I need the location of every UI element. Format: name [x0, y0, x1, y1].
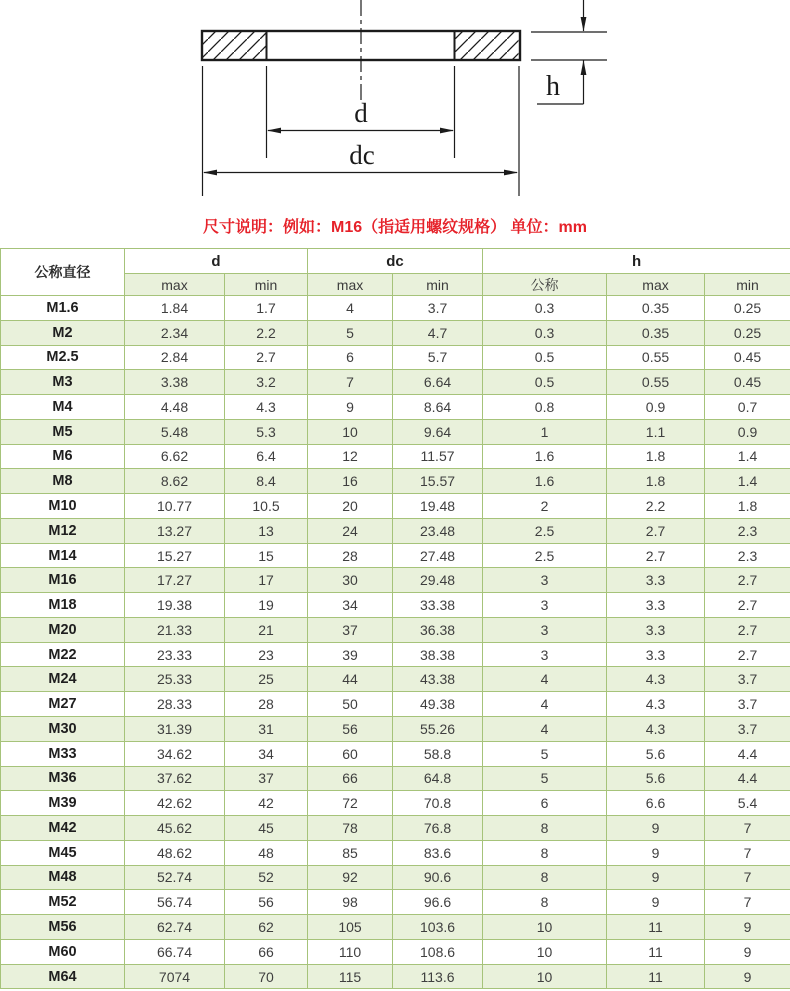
cell-value: 11: [607, 915, 705, 940]
cell-value: 2.7: [705, 568, 790, 593]
dimension-note: 尺寸说明：例如：M16（指适用螺纹规格） 单位：mm: [202, 219, 588, 236]
washer-right-hatch: [455, 32, 519, 59]
row-spec-label: M2: [1, 320, 125, 345]
cell-value: 6.62: [125, 444, 225, 469]
cell-value: 21.33: [125, 617, 225, 642]
cell-value: 2.7: [705, 617, 790, 642]
cell-value: 3: [483, 642, 607, 667]
cell-value: 0.25: [705, 296, 790, 321]
row-spec-label: M2.5: [1, 345, 125, 370]
cell-value: 0.8: [483, 395, 607, 420]
d-arrow-left: [267, 128, 281, 134]
cell-value: 3.3: [607, 617, 705, 642]
cell-value: 28.33: [125, 692, 225, 717]
cell-value: 2.7: [607, 543, 705, 568]
cell-value: 15.57: [393, 469, 483, 494]
table-row: [1, 791, 790, 816]
cell-value: 1.6: [483, 469, 607, 494]
cell-value: 4.4: [705, 766, 790, 791]
washer-section-svg: [0, 0, 790, 213]
cell-value: 3.7: [705, 692, 790, 717]
subheader-d-max: max: [125, 274, 225, 296]
row-spec-label: M30: [1, 717, 125, 742]
row-spec-label: M8: [1, 469, 125, 494]
cell-value: 13.27: [125, 518, 225, 543]
cell-value: 1.84: [125, 296, 225, 321]
cell-value: 2.7: [705, 642, 790, 667]
cell-value: 8: [483, 865, 607, 890]
table-row: [1, 816, 790, 841]
table-body: [1, 296, 790, 989]
cell-value: 4.7: [393, 320, 483, 345]
cell-value: 4: [483, 692, 607, 717]
cell-value: 78: [308, 816, 393, 841]
cell-value: 50: [308, 692, 393, 717]
cell-value: 8: [483, 890, 607, 915]
cell-value: 16: [308, 469, 393, 494]
table-row: [1, 345, 790, 370]
cell-value: 7: [705, 865, 790, 890]
cell-value: 10: [483, 939, 607, 964]
cell-value: 7074: [125, 964, 225, 989]
cell-value: 5.7: [393, 345, 483, 370]
subheader-h-min: min: [705, 274, 790, 296]
cell-value: 8: [483, 816, 607, 841]
row-spec-label: M52: [1, 890, 125, 915]
cell-value: 5.4: [705, 791, 790, 816]
cell-value: 52: [225, 865, 308, 890]
cell-value: 12: [308, 444, 393, 469]
cell-value: 17.27: [125, 568, 225, 593]
d-arrow-right: [440, 128, 454, 134]
cell-value: 0.5: [483, 345, 607, 370]
cell-value: 76.8: [393, 816, 483, 841]
h-label: h: [546, 71, 560, 102]
row-spec-label: M64: [1, 964, 125, 989]
table-row: [1, 865, 790, 890]
table-row: [1, 915, 790, 940]
cell-value: 2.7: [225, 345, 308, 370]
cell-value: 110: [308, 939, 393, 964]
cell-value: 0.55: [607, 345, 705, 370]
cell-value: 2.34: [125, 320, 225, 345]
table-row: [1, 766, 790, 791]
cell-value: 31: [225, 717, 308, 742]
cell-value: 0.55: [607, 370, 705, 395]
cell-value: 2.3: [705, 518, 790, 543]
cell-value: 36.38: [393, 617, 483, 642]
cell-value: 62.74: [125, 915, 225, 940]
dc-arrow-right: [504, 170, 518, 176]
cell-value: 9: [308, 395, 393, 420]
cell-value: 5.6: [607, 766, 705, 791]
cell-value: 39: [308, 642, 393, 667]
cell-value: 3: [483, 593, 607, 618]
cell-value: 45.62: [125, 816, 225, 841]
cell-value: 1.4: [705, 444, 790, 469]
cell-value: 0.35: [607, 296, 705, 321]
cell-value: 0.35: [607, 320, 705, 345]
cell-value: 37: [225, 766, 308, 791]
table-row: [1, 741, 790, 766]
row-spec-label: M6: [1, 444, 125, 469]
cell-value: 2.5: [483, 518, 607, 543]
cell-value: 13: [225, 518, 308, 543]
cell-value: 52.74: [125, 865, 225, 890]
cell-value: 20: [308, 494, 393, 519]
cell-value: 43.38: [393, 667, 483, 692]
table-row: [1, 642, 790, 667]
cell-value: 15: [225, 543, 308, 568]
cell-value: 2.5: [483, 543, 607, 568]
cell-value: 23.48: [393, 518, 483, 543]
cell-value: 7: [705, 816, 790, 841]
cell-value: 48: [225, 840, 308, 865]
cell-value: 17: [225, 568, 308, 593]
cell-value: 4.48: [125, 395, 225, 420]
cell-value: 21: [225, 617, 308, 642]
col-group-h: h: [483, 249, 790, 274]
washer-left-hatch: [203, 32, 266, 59]
cell-value: 0.3: [483, 296, 607, 321]
cell-value: 0.9: [607, 395, 705, 420]
cell-value: 45: [225, 816, 308, 841]
table-row: [1, 617, 790, 642]
cell-value: 19.38: [125, 593, 225, 618]
cell-value: 8.64: [393, 395, 483, 420]
subheader-d-min: min: [225, 274, 308, 296]
row-spec-label: M1.6: [1, 296, 125, 321]
cell-value: 34: [308, 593, 393, 618]
subheader-dc-min: min: [393, 274, 483, 296]
cell-value: 6: [483, 791, 607, 816]
cell-value: 2: [483, 494, 607, 519]
cell-value: 113.6: [393, 964, 483, 989]
table-row: [1, 593, 790, 618]
cell-value: 5.3: [225, 419, 308, 444]
cell-value: 96.6: [393, 890, 483, 915]
cell-value: 3.38: [125, 370, 225, 395]
cell-value: 49.38: [393, 692, 483, 717]
table-row: [1, 494, 790, 519]
cell-value: 98: [308, 890, 393, 915]
cell-value: 1: [483, 419, 607, 444]
cell-value: 6.4: [225, 444, 308, 469]
cell-value: 72: [308, 791, 393, 816]
cell-value: 9: [607, 816, 705, 841]
row-spec-label: M39: [1, 791, 125, 816]
row-spec-label: M10: [1, 494, 125, 519]
row-spec-label: M5: [1, 419, 125, 444]
cell-value: 3.3: [607, 642, 705, 667]
subheader-dc-max: max: [308, 274, 393, 296]
table-row: [1, 444, 790, 469]
cell-value: 23: [225, 642, 308, 667]
row-spec-label: M20: [1, 617, 125, 642]
row-spec-label: M56: [1, 915, 125, 940]
cell-value: 1.1: [607, 419, 705, 444]
cell-value: 11: [607, 939, 705, 964]
cell-value: 3.7: [705, 717, 790, 742]
cell-value: 8.4: [225, 469, 308, 494]
cell-value: 9: [705, 964, 790, 989]
table-row: [1, 296, 790, 321]
cell-value: 29.48: [393, 568, 483, 593]
cell-value: 70: [225, 964, 308, 989]
cell-value: 9: [705, 915, 790, 940]
cell-value: 9: [607, 865, 705, 890]
cell-value: 1.8: [607, 444, 705, 469]
cell-value: 0.9: [705, 419, 790, 444]
cell-value: 3.3: [607, 568, 705, 593]
cell-value: 0.25: [705, 320, 790, 345]
h-arrow-up: [581, 60, 587, 75]
cell-value: 8.62: [125, 469, 225, 494]
table-row: [1, 568, 790, 593]
cell-value: 25.33: [125, 667, 225, 692]
cell-value: 90.6: [393, 865, 483, 890]
cell-value: 0.45: [705, 345, 790, 370]
cell-value: 23.33: [125, 642, 225, 667]
washer-spec-table: [0, 248, 790, 989]
cell-value: 3.7: [393, 296, 483, 321]
cell-value: 4: [483, 667, 607, 692]
row-spec-label: M3: [1, 370, 125, 395]
cell-value: 3.2: [225, 370, 308, 395]
row-spec-label: M4: [1, 395, 125, 420]
cell-value: 34.62: [125, 741, 225, 766]
table-row: [1, 692, 790, 717]
col-group-d: d: [125, 249, 308, 274]
cell-value: 3: [483, 617, 607, 642]
row-spec-label: M60: [1, 939, 125, 964]
cell-value: 56: [225, 890, 308, 915]
cell-value: 15.27: [125, 543, 225, 568]
cell-value: 19: [225, 593, 308, 618]
cell-value: 58.8: [393, 741, 483, 766]
cell-value: 19.48: [393, 494, 483, 519]
cell-value: 44: [308, 667, 393, 692]
table-row: [1, 320, 790, 345]
cell-value: 103.6: [393, 915, 483, 940]
cell-value: 0.45: [705, 370, 790, 395]
cell-value: 10: [308, 419, 393, 444]
cell-value: 25: [225, 667, 308, 692]
cell-value: 2.84: [125, 345, 225, 370]
cell-value: 33.38: [393, 593, 483, 618]
table-row: [1, 717, 790, 742]
cell-value: 38.38: [393, 642, 483, 667]
cell-value: 4.3: [607, 717, 705, 742]
row-spec-label: M14: [1, 543, 125, 568]
cell-value: 37: [308, 617, 393, 642]
cell-value: 6.64: [393, 370, 483, 395]
table-row: [1, 370, 790, 395]
cell-value: 42.62: [125, 791, 225, 816]
cell-value: 5: [483, 766, 607, 791]
cell-value: 7: [705, 890, 790, 915]
cell-value: 0.3: [483, 320, 607, 345]
cell-value: 9.64: [393, 419, 483, 444]
cell-value: 4.3: [607, 692, 705, 717]
cell-value: 9: [705, 939, 790, 964]
table-row: [1, 667, 790, 692]
cell-value: 8: [483, 840, 607, 865]
cell-value: 0.5: [483, 370, 607, 395]
row-spec-label: M24: [1, 667, 125, 692]
d-label: d: [354, 98, 368, 128]
cell-value: 3.3: [607, 593, 705, 618]
washer-section-diagram: [0, 0, 790, 213]
cell-value: 28: [225, 692, 308, 717]
cell-value: 66: [308, 766, 393, 791]
cell-value: 70.8: [393, 791, 483, 816]
cell-value: 60: [308, 741, 393, 766]
cell-value: 48.62: [125, 840, 225, 865]
table-row: [1, 939, 790, 964]
cell-value: 66: [225, 939, 308, 964]
row-spec-label: M36: [1, 766, 125, 791]
cell-value: 115: [308, 964, 393, 989]
cell-value: 62: [225, 915, 308, 940]
dc-arrow-left: [203, 170, 217, 176]
row-spec-label: M42: [1, 816, 125, 841]
cell-value: 5: [308, 320, 393, 345]
table-row: [1, 890, 790, 915]
cell-value: 92: [308, 865, 393, 890]
cell-value: 1.8: [607, 469, 705, 494]
cell-value: 3: [483, 568, 607, 593]
table-row: [1, 543, 790, 568]
cell-value: 11: [607, 964, 705, 989]
row-spec-label: M33: [1, 741, 125, 766]
cell-value: 11.57: [393, 444, 483, 469]
cell-value: 2.2: [607, 494, 705, 519]
cell-value: 37.62: [125, 766, 225, 791]
row-spec-label: M48: [1, 865, 125, 890]
cell-value: 7: [705, 840, 790, 865]
row-spec-label: M22: [1, 642, 125, 667]
cell-value: 83.6: [393, 840, 483, 865]
table-header-groups: [1, 249, 790, 274]
cell-value: 2.3: [705, 543, 790, 568]
col-header-nominal-diameter: 公称直径: [1, 249, 125, 296]
cell-value: 31.39: [125, 717, 225, 742]
cell-value: 2.7: [607, 518, 705, 543]
cell-value: 10: [483, 915, 607, 940]
cell-value: 56: [308, 717, 393, 742]
cell-value: 56.74: [125, 890, 225, 915]
cell-value: 10: [483, 964, 607, 989]
cell-value: 7: [308, 370, 393, 395]
cell-value: 1.4: [705, 469, 790, 494]
cell-value: 28: [308, 543, 393, 568]
cell-value: 9: [607, 890, 705, 915]
col-group-dc: dc: [308, 249, 483, 274]
cell-value: 4.3: [225, 395, 308, 420]
cell-value: 4.4: [705, 741, 790, 766]
subheader-h-max: max: [607, 274, 705, 296]
cell-value: 10.5: [225, 494, 308, 519]
cell-value: 42: [225, 791, 308, 816]
cell-value: 4: [308, 296, 393, 321]
row-spec-label: M12: [1, 518, 125, 543]
dc-label: dc: [349, 140, 375, 170]
table-row: [1, 419, 790, 444]
cell-value: 10.77: [125, 494, 225, 519]
cell-value: 0.7: [705, 395, 790, 420]
cell-value: 66.74: [125, 939, 225, 964]
cell-value: 34: [225, 741, 308, 766]
cell-value: 105: [308, 915, 393, 940]
cell-value: 5.6: [607, 741, 705, 766]
cell-value: 5.48: [125, 419, 225, 444]
table-row: [1, 469, 790, 494]
cell-value: 30: [308, 568, 393, 593]
cell-value: 9: [607, 840, 705, 865]
row-spec-label: M45: [1, 840, 125, 865]
cell-value: 5: [483, 741, 607, 766]
cell-value: 24: [308, 518, 393, 543]
cell-value: 85: [308, 840, 393, 865]
cell-value: 1.8: [705, 494, 790, 519]
row-spec-label: M16: [1, 568, 125, 593]
cell-value: 6: [308, 345, 393, 370]
table-row: [1, 840, 790, 865]
cell-value: 55.26: [393, 717, 483, 742]
table-row: [1, 518, 790, 543]
cell-value: 2.7: [705, 593, 790, 618]
cell-value: 27.48: [393, 543, 483, 568]
row-spec-label: M27: [1, 692, 125, 717]
cell-value: 1.6: [483, 444, 607, 469]
table-row: [1, 395, 790, 420]
cell-value: 2.2: [225, 320, 308, 345]
subheader-h-nominal: 公称: [483, 274, 607, 296]
cell-value: 1.7: [225, 296, 308, 321]
cell-value: 4: [483, 717, 607, 742]
cell-value: 4.3: [607, 667, 705, 692]
table-row: [1, 964, 790, 989]
row-spec-label: M18: [1, 593, 125, 618]
h-arrow-down: [581, 17, 587, 32]
cell-value: 108.6: [393, 939, 483, 964]
cell-value: 6.6: [607, 791, 705, 816]
cell-value: 64.8: [393, 766, 483, 791]
cell-value: 3.7: [705, 667, 790, 692]
